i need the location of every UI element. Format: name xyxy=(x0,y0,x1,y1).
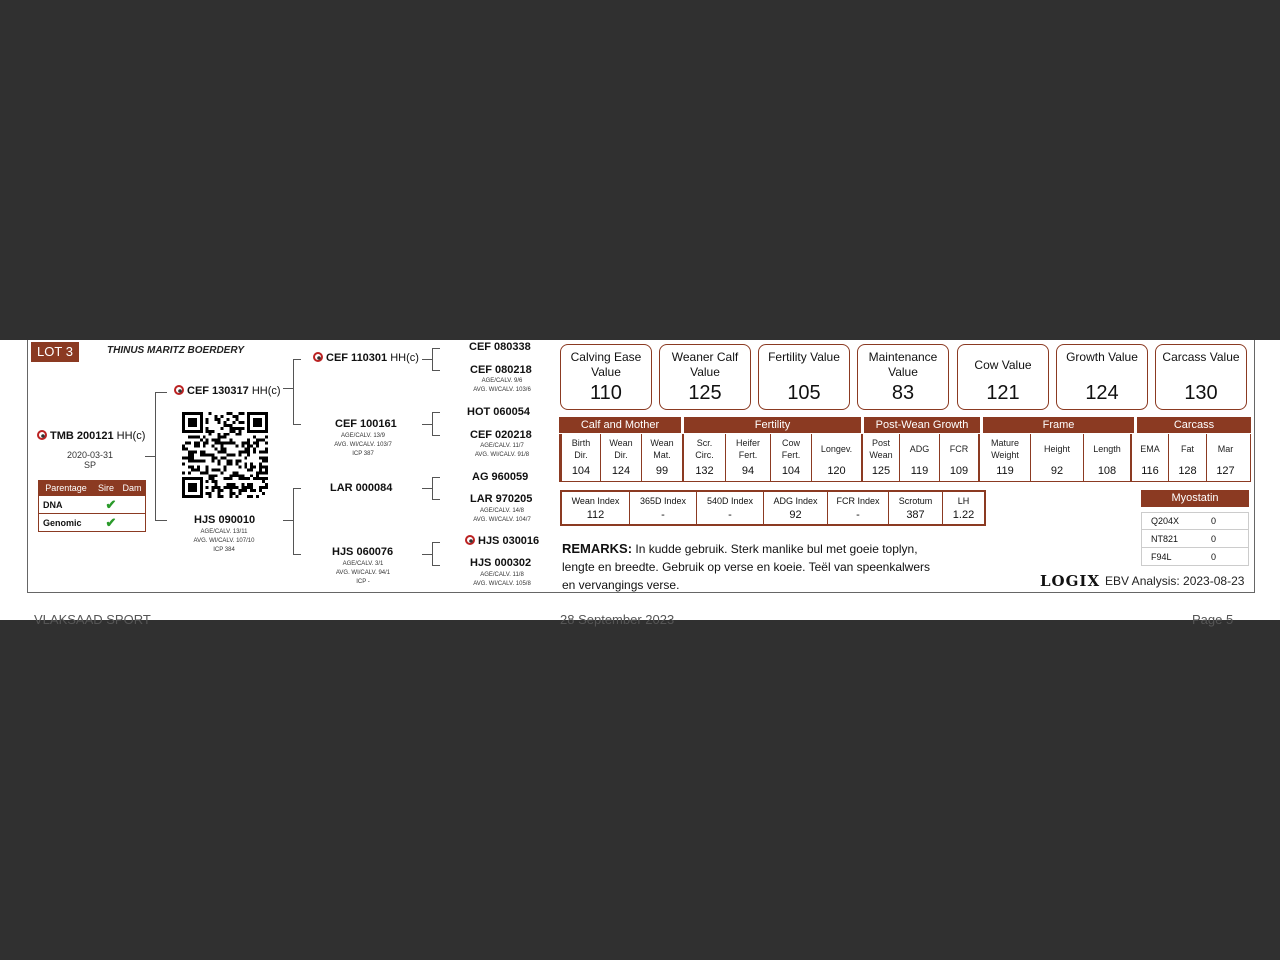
trait-value: 109 xyxy=(949,465,969,477)
dd-id: HJS 060076 xyxy=(332,546,394,558)
trait-label: Weight xyxy=(991,450,1019,460)
sss-id: CEF 080338 xyxy=(469,341,531,353)
animal-dob: 2020-03-31 xyxy=(66,450,114,460)
trait-cell xyxy=(641,434,682,481)
trait-label: Wean xyxy=(869,450,893,460)
trait-label: Longev. xyxy=(820,444,853,454)
trait-label: Length xyxy=(1093,444,1121,454)
ddd-avg-wi: AVG. WI/CALV. 105/8 xyxy=(473,581,531,587)
myostatin-row: NT821 0 xyxy=(1141,530,1249,548)
sire-id: CEF 130317 HH(c) xyxy=(174,385,281,397)
dsd-id: LAR 970205 xyxy=(470,493,533,505)
index-365d: 365D Index - xyxy=(630,492,697,524)
group-calf-and-mother: Calf and Mother xyxy=(559,417,681,433)
trait-cell xyxy=(560,434,600,481)
index-lh: LH 1.22 xyxy=(952,496,975,521)
dam-icp: ICP 384 xyxy=(213,547,235,553)
dam-id: HJS 090010 xyxy=(194,514,256,526)
breeder-logo-icon xyxy=(37,430,47,440)
ds-id: LAR 000084 xyxy=(330,482,393,494)
trait-cell xyxy=(725,434,770,481)
trait-cell xyxy=(1130,434,1168,481)
trait-value: 94 xyxy=(741,465,755,477)
dss-id: AG 960059 xyxy=(472,471,529,483)
group-frame: Frame xyxy=(983,417,1134,433)
animal-id: TMB 200121 HH(c) xyxy=(37,430,145,442)
breeder-logo-icon xyxy=(465,535,475,545)
sdd-id: CEF 020218 xyxy=(470,429,532,441)
trait-label: FCR xyxy=(949,444,969,454)
group-carcass: Carcass xyxy=(1137,417,1251,433)
myostatin-title: Myostatin xyxy=(1141,490,1249,507)
dd-age-calv: AGE/CALV. 3/1 xyxy=(342,561,384,567)
ssd-age-calv: AGE/CALV. 9/6 xyxy=(481,378,523,384)
dam-age-calv: AGE/CALV. 13/11 xyxy=(200,529,248,535)
trait-cell xyxy=(1168,434,1206,481)
sds-id: HOT 060054 xyxy=(467,406,530,418)
trait-value: 92 xyxy=(1050,465,1064,477)
sd-avg-wi: AVG. WI/CALV. 103/7 xyxy=(334,442,392,448)
footer-page: Page 5 xyxy=(1192,612,1234,627)
sdd-avg-wi: AVG. WI/CALV. 91/8 xyxy=(474,452,530,458)
ebv-analysis-date: EBV Analysis: 2023-08-23 xyxy=(1105,574,1245,588)
dsd-age-calv: AGE/CALV. 14/8 xyxy=(479,508,525,514)
index-table xyxy=(560,490,986,526)
trait-cell xyxy=(939,434,978,481)
breeder-logo-icon xyxy=(313,352,323,362)
footer-date: 28 September 2023 xyxy=(560,612,675,627)
dd-icp: ICP - xyxy=(356,579,370,585)
trait-cell xyxy=(1030,434,1083,481)
remarks: REMARKS: In kudde gebruik. Sterk manlike bul met goeie toplyn, lengte en breedte. Gebruik op verse en koeie. Teël van speenkalwers en vervangings verse. xyxy=(562,541,931,592)
ssd-avg-wi: AVG. WI/CALV. 103/6 xyxy=(473,387,531,393)
sdd-age-calv: AGE/CALV. 11/7 xyxy=(480,443,524,449)
dam-avg-wi: AVG. WI/CALV. 107/10 xyxy=(193,538,255,544)
trait-label: Birth xyxy=(571,438,591,448)
trait-label: Circ. xyxy=(695,450,714,460)
animal-breed: SP xyxy=(83,460,96,470)
group-post-wean-growth: Post-Wean Growth xyxy=(864,417,980,433)
value-box-growth: Growth Value 124 xyxy=(1056,344,1148,410)
dds-id: HJS 030016 xyxy=(465,535,539,547)
ddd-id: HJS 000302 xyxy=(470,557,532,569)
trait-label: Wean xyxy=(650,438,674,448)
check-icon: ✔ xyxy=(105,514,117,530)
footer-left: VLAKSAAD SPORT xyxy=(34,612,151,627)
dd-avg-wi: AVG. WI/CALV. 94/1 xyxy=(335,570,391,576)
ssd-id: CEF 080218 xyxy=(470,364,532,376)
group-fertility: Fertility xyxy=(684,417,861,433)
trait-value: 132 xyxy=(695,465,714,477)
myostatin-row: Q204X 0 xyxy=(1141,512,1249,530)
trait-label: EMA xyxy=(1140,444,1160,454)
trait-value: 120 xyxy=(827,465,846,477)
trait-value: 127 xyxy=(1216,465,1235,477)
parentage-header: Parentage Sire Dam xyxy=(38,480,146,496)
trait-label: ADG xyxy=(909,444,930,454)
ddd-age-calv: AGE/CALV. 11/8 xyxy=(480,572,524,578)
trait-value: 119 xyxy=(910,465,929,477)
value-box-carcass: Carcass Value 130 xyxy=(1155,344,1247,410)
index-adg: ADG Index 92 xyxy=(764,492,828,524)
logix-logo: LOGIX xyxy=(1040,572,1101,590)
trait-label: Fert. xyxy=(738,450,758,460)
trait-value: 119 xyxy=(996,465,1014,477)
trait-value: 104 xyxy=(571,465,591,477)
value-box-fertility: Fertility Value 105 xyxy=(758,344,850,410)
trait-cell xyxy=(1206,434,1244,481)
trait-label: Mature xyxy=(990,438,1019,448)
sd-id: CEF 100161 xyxy=(335,418,397,430)
trait-label: Mar xyxy=(1217,444,1234,454)
myostatin-row: F94L 0 xyxy=(1141,548,1249,566)
ss-id: CEF 110301 HH(c) xyxy=(313,352,419,364)
value-box-maintenance: Maintenance Value 83 xyxy=(857,344,949,410)
footer xyxy=(0,612,1280,627)
trait-label: Height xyxy=(1043,444,1070,454)
trait-label: Mat. xyxy=(653,450,671,460)
trait-value: 116 xyxy=(1141,465,1159,477)
trait-label: Cow xyxy=(781,438,800,448)
trait-cell xyxy=(682,434,725,481)
trait-label: Wean xyxy=(609,438,633,448)
trait-label: Dir. xyxy=(574,450,588,460)
value-box-weaner-calf: Weaner Calf Value 125 xyxy=(659,344,751,410)
index-scrotum: Scrotum 387 xyxy=(889,492,943,524)
qr-code[interactable] xyxy=(182,412,268,498)
owner-name: THINUS MARITZ BOERDERY xyxy=(107,345,245,356)
check-icon: ✔ xyxy=(105,496,117,512)
trait-value: 125 xyxy=(871,465,891,477)
trait-label: Scr. xyxy=(696,438,713,448)
trait-value: 104 xyxy=(781,465,801,477)
parentage-row-dna: DNA ✔ xyxy=(38,496,146,514)
trait-value: 99 xyxy=(655,465,669,477)
trait-cell xyxy=(770,434,811,481)
trait-cell xyxy=(978,434,1030,481)
index-fcr: FCR Index - xyxy=(828,492,889,524)
trait-value: 108 xyxy=(1097,465,1117,477)
parentage-row-genomic: Genomic ✔ xyxy=(38,514,146,532)
trait-cell xyxy=(1083,434,1130,481)
parentage-table xyxy=(38,480,146,532)
trait-value: 124 xyxy=(611,465,631,477)
trait-label: Post xyxy=(871,438,890,448)
trait-label: Heifer xyxy=(735,438,760,448)
trait-label: Fert. xyxy=(781,450,801,460)
trait-cell xyxy=(811,434,861,481)
trait-label: Fat xyxy=(1180,444,1194,454)
index-540d: 540D Index - xyxy=(697,492,764,524)
breeder-logo-icon xyxy=(174,385,184,395)
value-box-cow: Cow Value 121 xyxy=(957,344,1049,410)
sd-icp: ICP 387 xyxy=(352,451,374,457)
lot-badge: LOT 3 xyxy=(31,342,79,362)
trait-value: 128 xyxy=(1178,465,1197,477)
trait-cell xyxy=(899,434,939,481)
trait-label: Dir. xyxy=(614,450,628,460)
sd-age-calv: AGE/CALV. 13/9 xyxy=(340,433,386,439)
trait-cell xyxy=(600,434,641,481)
trait-cell xyxy=(861,434,899,481)
value-box-calving-ease: Calving Ease Value 110 xyxy=(560,344,652,410)
index-wean: Wean Index 112 xyxy=(562,492,630,524)
dsd-avg-wi: AVG. WI/CALV. 104/7 xyxy=(473,517,531,523)
catalogue-sheet xyxy=(0,340,1280,627)
